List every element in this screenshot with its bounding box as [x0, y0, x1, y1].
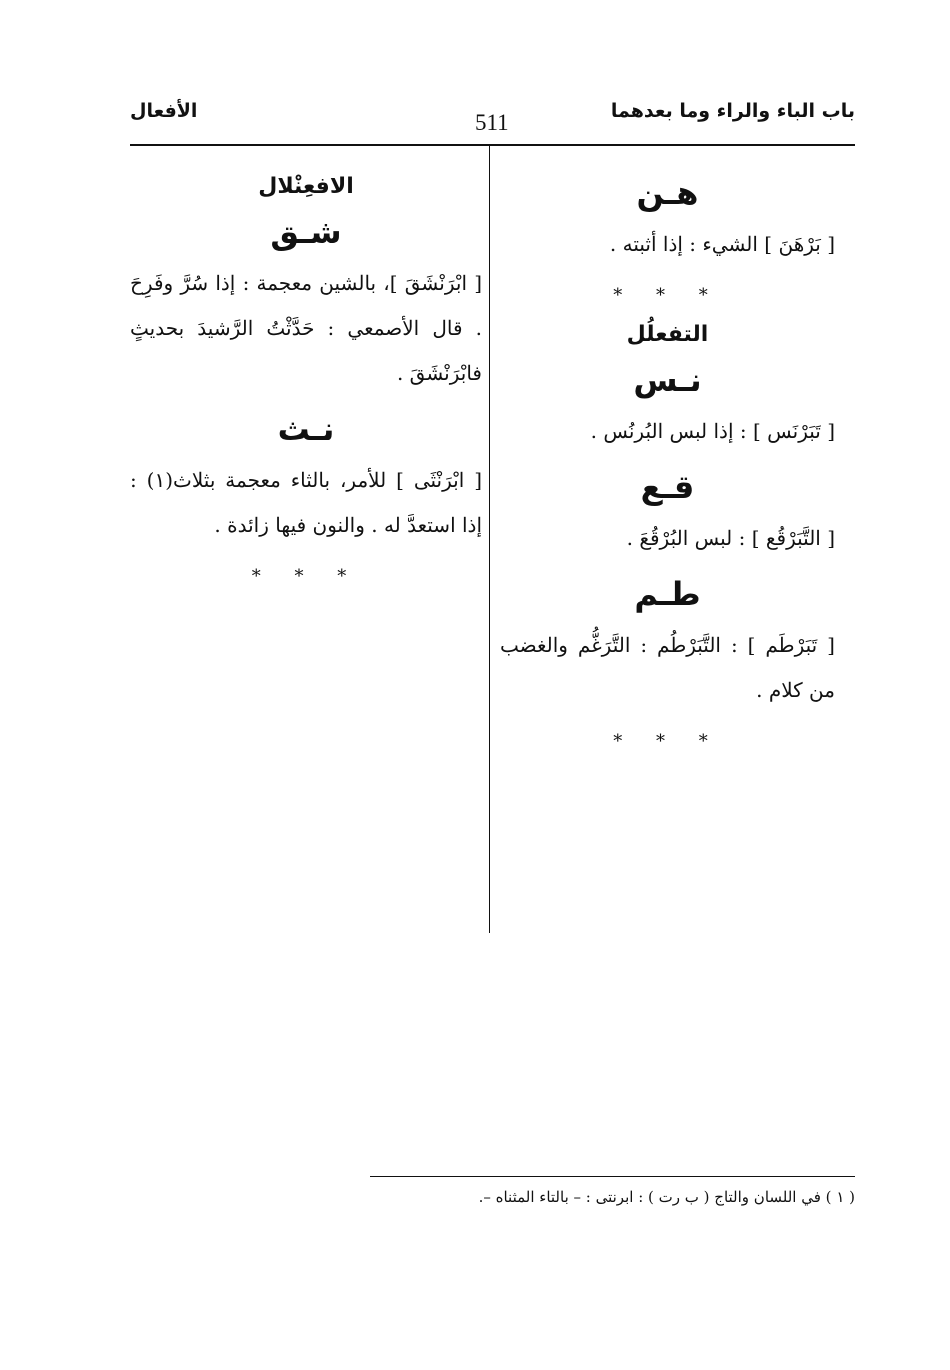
section-separator: * * *: [613, 285, 722, 306]
chapter-title: باب الباء والراء وما بعدهما: [610, 100, 855, 122]
entry-ibranshaqa: [ ابْرَنْشَقَ ]، بالشين معجمة : إذا سُرَّ وفَرِحَ . قال الأصمعي : حَدَّثْتُ الرَّشيدَ بحديثٍ فابْرَنْشَقَ .: [130, 271, 482, 385]
section-heading-tafalul: التفعلُل: [626, 322, 709, 347]
section-separator: * * *: [613, 731, 722, 752]
footnote: ( ١ ) في اللسان والتاج ( ب رت ) : ابرنتى : – بالتاء المثناه –.: [478, 1188, 855, 1206]
entry-tabarqu: [ التَّبَرْقُع ] : لبس البُرْقُعَ .: [626, 526, 835, 550]
root-heading-shq: شـق: [270, 213, 342, 251]
root-heading-ns: نـس: [633, 361, 702, 399]
section-heading-ifinlal: الافعِنْلال: [258, 174, 354, 199]
column-divider: [489, 146, 490, 933]
root-heading-nth: نـث: [277, 410, 335, 448]
root-heading-tm: طـم: [634, 575, 701, 613]
left-column: [130, 160, 482, 603]
right-column: [500, 160, 835, 768]
section-separator: * * *: [251, 566, 361, 587]
entry-tabartam: [ تَبَرْطَم ] : التَّبَرْطُم : التَّرَغُّم والغضب من كلام .: [500, 633, 835, 702]
entry-burhan: [ بَرْهَنَ ] الشيء : إذا أثبته .: [609, 232, 835, 256]
root-heading-hn: هـن: [636, 174, 699, 212]
section-title: الأفعال: [130, 100, 198, 122]
root-heading-qa: قـع: [640, 468, 695, 506]
entry-tabarnas: [ تَبَرْنَس ] : إذا لبس البُرنُس .: [590, 419, 835, 443]
footnote-rule: [370, 1176, 855, 1177]
entry-ibranthā: [ ابْرَنْثَى ] للأمر، بالثاء معجمة بثلاث(١) : إذا استعدَّ له . والنون فيها زائدة .: [130, 468, 483, 537]
page-number: 511: [475, 110, 509, 135]
header-rule: [130, 144, 855, 146]
